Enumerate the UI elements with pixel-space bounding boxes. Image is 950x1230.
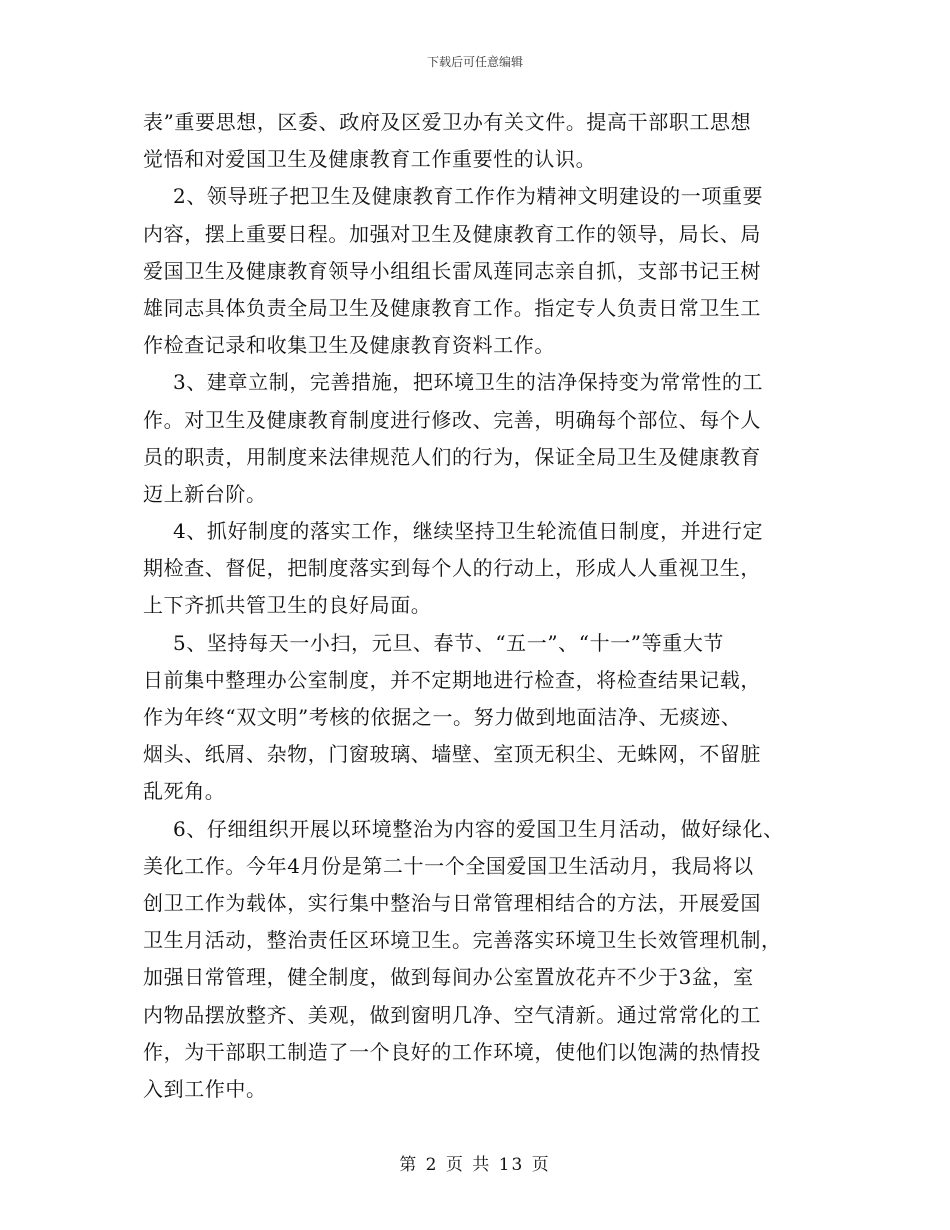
paragraph-3-start: 3、建章立制，完善措施，把环境卫生的洁净保持变为常常性的工 bbox=[173, 370, 764, 395]
paragraph-4-start: 4、抓好制度的落实工作，继续坚持卫生轮流值日制度，并进行定 bbox=[173, 519, 764, 544]
body-line: 雄同志具体负责全局卫生及健康教育工作。指定专人负责日常卫生工 bbox=[143, 295, 761, 320]
body-line: 入到工作中。 bbox=[143, 1076, 267, 1101]
page-header: 下载后可任意编辑 bbox=[426, 55, 523, 69]
body-line: 作，为干部职工制造了一个良好的工作环境，使他们以饱满的热情投 bbox=[143, 1039, 761, 1064]
body-line: 创卫工作为载体，实行集中整治与日常管理相结合的方法，开展爱国 bbox=[143, 890, 761, 915]
paragraph-6-start: 6、仔细组织开展以环境整治为内容的爱国卫生月活动，做好绿化、 bbox=[173, 816, 784, 841]
body-line: 加强日常管理，健全制度，做到每间办公室置放花卉不少于3盆，室 bbox=[143, 965, 754, 990]
body-line: 期检查、督促，把制度落实到每个人的行动上，形成人人重视卫生， bbox=[143, 556, 761, 581]
page-number-footer: 第 2 页 共 13 页 bbox=[399, 1155, 551, 1175]
body-line: 卫生月活动，整治责任区环境卫生。完善落实环境卫生长效管理机制， bbox=[143, 928, 782, 953]
body-line: 表”重要思想，区委、政府及区爱卫办有关文件。提高干部职工思想 bbox=[143, 110, 752, 134]
body-line: 乱死角。 bbox=[143, 779, 226, 804]
body-line: 迈上新台阶。 bbox=[143, 481, 267, 506]
body-line: 爱国卫生及健康教育领导小组组长雷凤莲同志亲自抓，支部书记王树 bbox=[143, 258, 761, 283]
body-line: 日前集中整理办公室制度，并不定期地进行检查，将检查结果记载， bbox=[143, 667, 761, 692]
body-line: 员的职责，用制度来法律规范人们的行为，保证全局卫生及健康教育 bbox=[143, 444, 761, 469]
body-line: 觉悟和对爱国卫生及健康教育工作重要性的认识。 bbox=[143, 147, 597, 172]
body-line: 美化工作。今年4月份是第二十一个全国爱国卫生活动月，我局将以 bbox=[143, 853, 754, 878]
body-line: 上下齐抓共管卫生的良好局面。 bbox=[143, 593, 432, 618]
body-line: 作。对卫生及健康教育制度进行修改、完善，明确每个部位、每个人 bbox=[143, 407, 761, 432]
paragraph-2-start: 2、领导班子把卫生及健康教育工作作为精神文明建设的一项重要 bbox=[173, 184, 764, 209]
document-body bbox=[143, 104, 833, 1108]
body-line: 作为年终“双文明”考核的依据之一。努力做到地面洁净、无痰迹、 bbox=[143, 705, 742, 729]
body-line: 内物品摆放整齐、美观，做到窗明几净、空气清新。通过常常化的工 bbox=[143, 1002, 761, 1027]
paragraph-5-start: 5、坚持每天一小扫，元旦、春节、“五一”、“十一”等重大节 bbox=[173, 630, 725, 655]
body-line: 作检查记录和收集卫生及健康教育资料工作。 bbox=[143, 333, 555, 358]
body-line: 内容，摆上重要日程。加强对卫生及健康教育工作的领导，局长、局 bbox=[143, 221, 761, 246]
body-line: 烟头、纸屑、杂物，门窗玻璃、墙壁、室顶无积尘、无蛛网，不留脏 bbox=[143, 742, 761, 767]
